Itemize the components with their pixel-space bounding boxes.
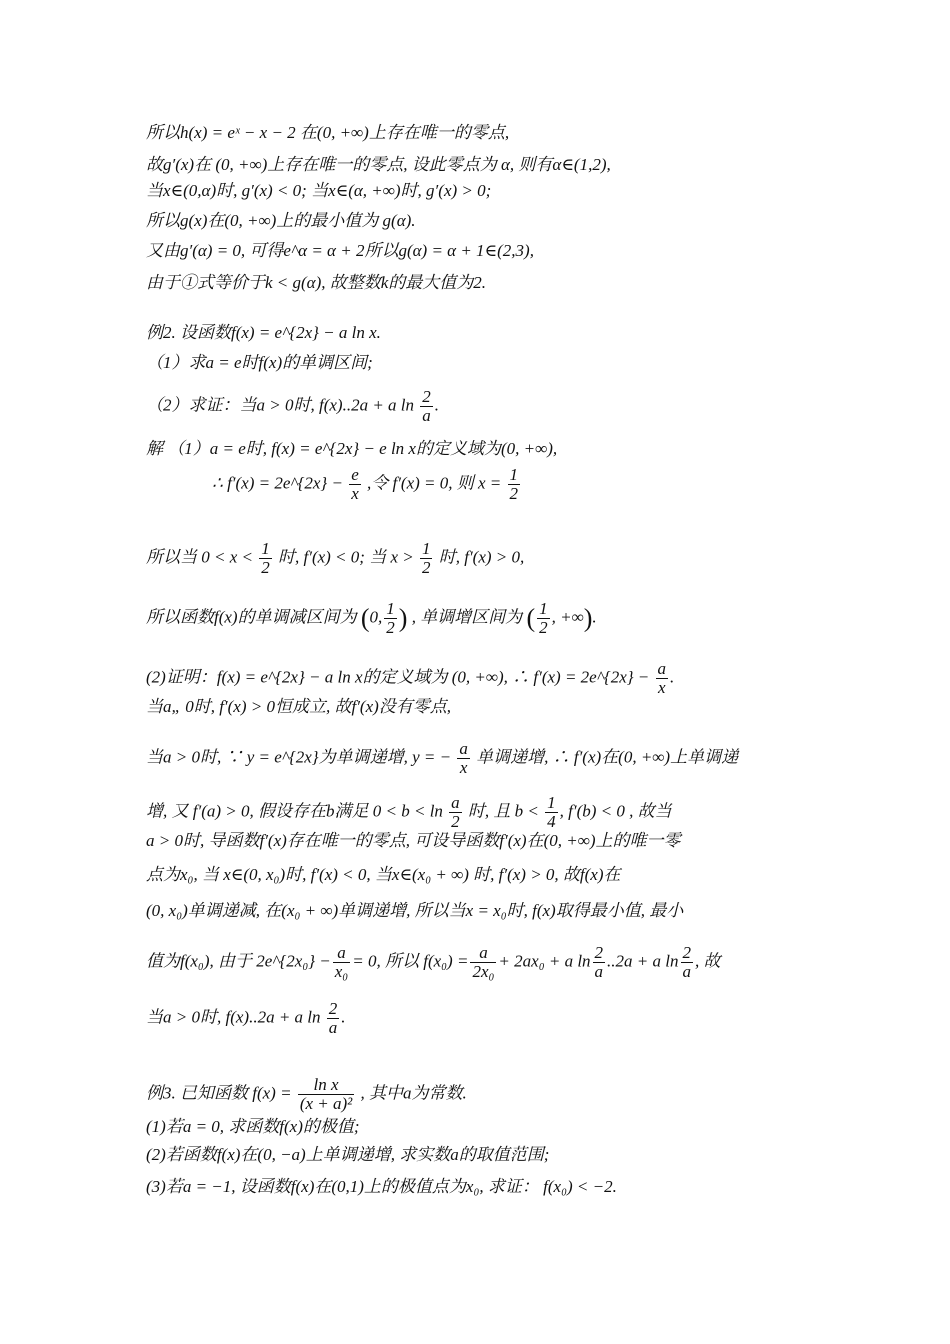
- num: 1: [421, 539, 431, 558]
- deriv-zero: ,令 f′(x) = 0, 则 x =: [366, 473, 502, 493]
- text: , 所以: [376, 951, 419, 971]
- den: x₀: [334, 962, 349, 981]
- text: 当a > 0时,: [146, 1007, 222, 1027]
- frac-a-over-2x0: [470, 944, 496, 981]
- period: .: [670, 667, 675, 687]
- den: 2: [451, 812, 460, 831]
- num: ln x: [298, 1076, 354, 1095]
- period: .: [592, 607, 597, 627]
- den: 2: [386, 618, 395, 637]
- den: 2: [509, 484, 519, 503]
- den: a: [682, 962, 691, 981]
- text: , f′(b) < 0: [559, 801, 625, 821]
- line-5: 又由g′(α) = 0, 可得e^α = α + 2所以g(α) = α + 1∈(2,3),: [146, 241, 534, 260]
- frac-half-d: [537, 600, 550, 637]
- den: a: [594, 962, 604, 981]
- text: (2)证明：f(x) = e^{2x} − a ln x的定义域为: [146, 667, 448, 687]
- num: a: [333, 944, 350, 963]
- frac-a-over-2: [449, 794, 462, 831]
- y-neg: y = −: [412, 747, 452, 767]
- frac-2-over-a-b: [593, 944, 606, 981]
- den: (x + a)²: [299, 1094, 353, 1113]
- text: 所以当: [146, 547, 197, 567]
- text: 时, f′(x) > 0,: [438, 547, 525, 567]
- proof-line-9: [146, 1000, 346, 1037]
- frac-lnx: [298, 1076, 354, 1113]
- frac-a-over-x-b: [457, 740, 470, 777]
- text: 时, 且: [467, 801, 511, 821]
- proof-line-6: 点为x₀, 当 x∈(0, x₀)时, f′(x) < 0, 当x∈(x₀ + ∞) 时, f′(x) > 0, 故f(x)在: [146, 865, 621, 884]
- text: , 故当: [629, 801, 672, 821]
- proof-line-5: a > 0时, 导函数f′(x)存在唯一的零点, 可设导函数f′(x)在(0, +∞)上的唯一零: [146, 831, 681, 850]
- example-3-title: [146, 1076, 467, 1113]
- num: a: [459, 739, 468, 758]
- monotonic-line: [146, 540, 524, 577]
- frac-2-over-a-d: [327, 1000, 340, 1037]
- line-4: 所以g(x)在(0, +∞)上的最小值为 g(α).: [146, 211, 416, 230]
- num: 1: [509, 465, 519, 484]
- num: 1: [261, 539, 270, 558]
- text: f(x)..2a + a ln: [225, 1007, 321, 1027]
- proof-line-2: 当a„ 0时, f′(x) > 0恒成立, 故f′(x)没有零点,: [146, 697, 452, 716]
- num: a: [657, 659, 667, 678]
- den: x: [657, 678, 666, 697]
- num: 2: [594, 943, 604, 962]
- part-2-ineq: f(x)..2a + a ln: [318, 395, 415, 415]
- int-right: , +∞: [551, 607, 584, 627]
- den: 4: [547, 812, 556, 831]
- proof-line-1: [146, 660, 674, 697]
- proof-line-3: [146, 740, 738, 777]
- line-1: 所以h(x) = eˣ − x − 2 在(0, +∞)上存在唯一的零点,: [146, 123, 510, 142]
- text: f(x) =: [252, 1083, 292, 1103]
- example-3-part-3: (3)若a = −1, 设函数f(x)在(0,1)上的极值点为x₀, 求证： f(x₀) < −2.: [146, 1177, 617, 1196]
- text: + 2ax₀ + a ln: [498, 951, 591, 971]
- text: , 故: [695, 951, 721, 971]
- solution-line-1: 解 （1）a = e时, f(x) = e^{2x} − e ln x的定义域为(0, +∞),: [146, 439, 558, 458]
- solution-derivative: [212, 466, 522, 503]
- text: 增, 又 f′(a) > 0, 假设存在b满足: [146, 801, 369, 821]
- text: 2e^{2x₀} −: [256, 951, 331, 971]
- interval-line: [146, 600, 597, 637]
- den: a: [422, 406, 431, 425]
- den: 2: [421, 558, 431, 577]
- den: x: [459, 758, 468, 777]
- text: 时, f′(x) < 0; 当: [278, 547, 387, 567]
- ineq: x >: [390, 547, 414, 567]
- paren: (: [360, 603, 370, 633]
- int-left: 0,: [369, 607, 383, 627]
- proof-line-8: [146, 944, 721, 981]
- num: 1: [386, 599, 395, 618]
- frac-a-over-x: [656, 660, 669, 697]
- den: 2x₀: [472, 962, 495, 981]
- text: 单调递增, ∴ f′(x)在(0, +∞)上单调递: [476, 747, 739, 767]
- line-2: 故g′(x)在 (0, +∞)上存在唯一的零点, 设此零点为 α, 则有α∈(1,2),: [146, 155, 611, 174]
- frac-2-over-a: [420, 388, 433, 425]
- paren: ): [583, 603, 593, 633]
- ineq: 0 < x <: [201, 547, 253, 567]
- period: .: [341, 1007, 346, 1027]
- text: , 其中a为常数.: [360, 1083, 467, 1103]
- paren: (: [526, 603, 536, 633]
- example-2-part-1: （1）求a = e时f(x)的单调区间;: [146, 353, 373, 372]
- frac-quarter: [545, 794, 558, 831]
- frac-2-over-a-c: [681, 944, 694, 981]
- text: (0, +∞), ∴ f′(x) = 2e^{2x} −: [451, 667, 650, 687]
- num: a: [470, 944, 496, 963]
- den: 2: [261, 558, 270, 577]
- example-2-part-2: [146, 388, 439, 425]
- den: x: [351, 484, 359, 503]
- num: a: [451, 793, 460, 812]
- frac-e-over-x: [349, 466, 361, 503]
- frac-half-a: [259, 540, 272, 577]
- b-lt: b <: [514, 801, 539, 821]
- num: e: [351, 465, 359, 484]
- deriv-text: ∴ f′(x) = 2e^{2x} −: [212, 473, 343, 493]
- num: 2: [682, 943, 691, 962]
- text: f(x₀) =: [423, 951, 469, 971]
- frac-half-b: [420, 540, 433, 577]
- example-3-part-1: (1)若a = 0, 求函数f(x)的极值;: [146, 1117, 360, 1136]
- text: = 0: [352, 951, 377, 971]
- text: 例3. 已知函数: [146, 1083, 248, 1103]
- proof-line-7: (0, x₀)单调递减, 在(x₀ + ∞)单调递增, 所以当x = x₀时, f(x)取得最小值, 最小: [146, 901, 684, 920]
- num: 2: [422, 387, 431, 406]
- line-6: 由于①式等价于k < g(α), 故整数k的最大值为2.: [146, 273, 487, 292]
- den: 2: [539, 618, 548, 637]
- example-2-title: 例2. 设函数f(x) = e^{2x} − a ln x.: [146, 323, 381, 342]
- period: .: [434, 395, 440, 415]
- line-3: 当x∈(0,α)时, g′(x) < 0; 当x∈(α, +∞)时, g′(x) > 0;: [146, 181, 492, 200]
- num: 1: [547, 793, 556, 812]
- frac-a-over-x0: [333, 944, 350, 981]
- text: 值为f(x₀), 由于: [146, 951, 253, 971]
- proof-line-4: [146, 794, 672, 831]
- den: a: [328, 1018, 338, 1037]
- text: ..2a + a ln: [607, 951, 679, 971]
- text: , 单调增区间为: [411, 607, 523, 627]
- frac-half: [508, 466, 521, 503]
- frac-half-c: [384, 600, 397, 637]
- num: 1: [539, 599, 548, 618]
- paren: ): [398, 603, 408, 633]
- b-ineq: 0 < b < ln: [372, 801, 443, 821]
- text: 当a > 0时, ∵ y = e^{2x}为单调递增,: [146, 747, 408, 767]
- text: 所以函数f(x)的单调减区间为: [146, 607, 357, 627]
- example-3-part-2: (2)若函数f(x)在(0, −a)上单调递增, 求实数a的取值范围;: [146, 1145, 550, 1164]
- part-2-text: （2）求证：当a > 0时,: [146, 395, 315, 415]
- num: 2: [328, 999, 338, 1018]
